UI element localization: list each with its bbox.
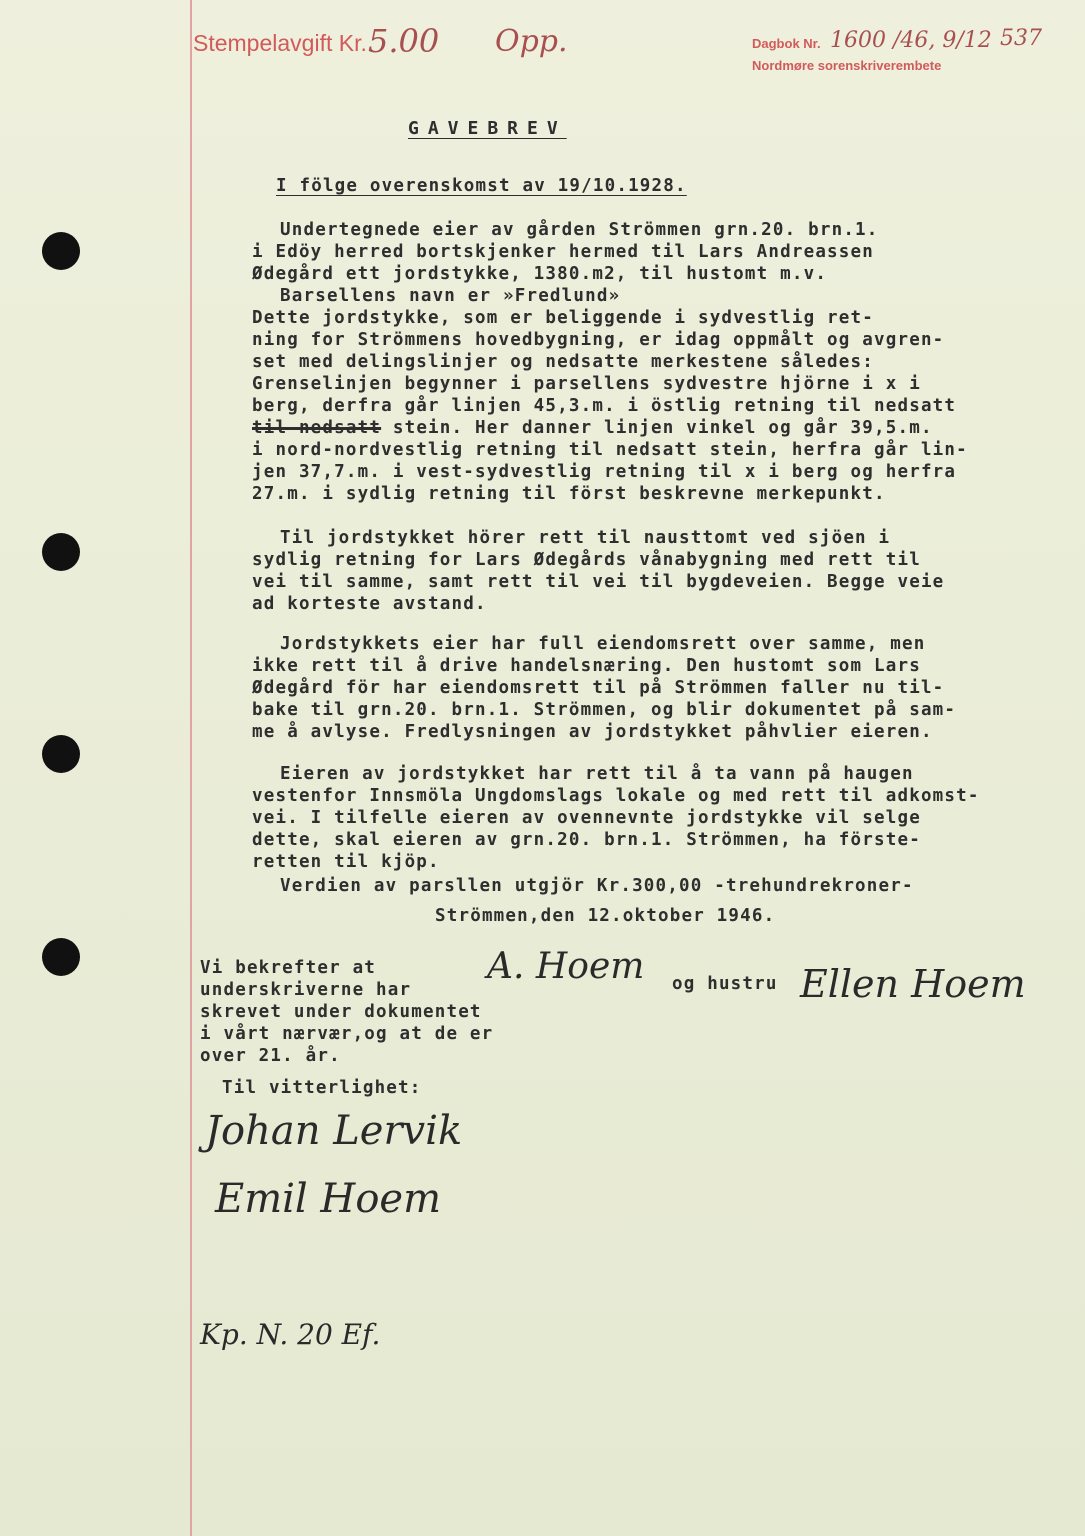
witness-statement-line: skrevet under dokumentet: [200, 1002, 482, 1022]
office-stamp: Nordmøre sorenskriverembete: [752, 58, 942, 73]
text-line: retten til kjöp.: [252, 852, 440, 872]
text-line: Undertegnede eier av gården Strömmen grn.20. brn.1.: [280, 220, 879, 240]
text-line: berg, derfra går linjen 45,3.m. i östlig retning til nedsatt: [252, 396, 957, 416]
dagbok-label: Dagbok Nr.: [752, 36, 821, 51]
witness-statement-line: over 21. år.: [200, 1046, 341, 1066]
wife-signature: Ellen Hoem: [800, 962, 1026, 1006]
text-line: Til jordstykket hörer rett til nausttomt ved sjöen i: [280, 528, 891, 548]
owner-signature: A. Hoem: [487, 946, 645, 987]
text-line: dette, skal eieren av grn.20. brn.1. Strömmen, ha förste-: [252, 830, 921, 850]
struck-text: til nedsatt: [252, 418, 382, 438]
punch-hole: [42, 735, 80, 773]
witness-heading: Til vitterlighet:: [222, 1078, 422, 1098]
signature-connector: og hustru: [672, 974, 778, 994]
text-line: bake til grn.20. brn.1. Strömmen, og blir dokumentet på sam-: [252, 700, 957, 720]
text-line: Eieren av jordstykket har rett til å ta vann på haugen: [280, 764, 914, 784]
text-line-rest: stein. Her danner linjen vinkel og går 39,5.m.: [381, 418, 933, 438]
witness-signature: Emil Hoem: [215, 1176, 441, 1222]
text-line: 27.m. i sydlig retning til först beskrevne merkepunkt.: [252, 484, 886, 504]
text-line: ad korteste avstand.: [252, 594, 487, 614]
punch-hole: [42, 533, 80, 571]
text-line: jen 37,7.m. i vest-sydvestlig retning til x i berg og herfra: [252, 462, 957, 482]
text-line-with-strikeout: [252, 418, 933, 438]
red-margin-line: [190, 0, 192, 1536]
text-line: i Edöy herred bortskjenker hermed til Lars Andreassen: [252, 242, 875, 262]
stamp-fee-amount: 5.00: [368, 22, 440, 60]
punch-hole: [42, 232, 80, 270]
value-line: Verdien av parsllen utgjör Kr.300,00 -trehundrekroner-: [280, 876, 914, 896]
text-line: ikke rett til å drive handelsnæring. Den hustomt som Lars: [252, 656, 921, 676]
place-date: Strömmen,den 12.oktober 1946.: [435, 906, 776, 926]
text-line: vestenfor Innsmöla Ungdomslags lokale og med rett til adkomst-: [252, 786, 980, 806]
witness-statement-line: Vi bekrefter at: [200, 958, 377, 978]
text-line: set med delingslinjer og nedsatte merkestene således:: [252, 352, 875, 372]
stamp-fee-label: Stempelavgift Kr.: [193, 30, 367, 56]
text-line: Dette jordstykke, som er beliggende i sydvestlig ret-: [252, 308, 875, 328]
document-title: GAVEBREV: [408, 118, 567, 139]
document-subtitle: I fölge overenskomst av 19/10.1928.: [276, 176, 687, 196]
text-line: Ødegård ett jordstykke, 1380.m2, til hustomt m.v.: [252, 264, 828, 284]
text-line: vei til samme, samt rett til vei til bygdeveien. Begge veie: [252, 572, 945, 592]
text-line: sydlig retning for Lars Ødegårds vånabygning med rett til: [252, 550, 921, 570]
footer-handwritten-note: Kp. N. 20 Ef.: [200, 1318, 381, 1351]
text-line: Ødegård för har eiendomsrett til på Strömmen faller nu til-: [252, 678, 945, 698]
text-line: Jordstykkets eier har full eiendomsrett over samme, men: [280, 634, 926, 654]
text-line: ning for Strömmens hovedbygning, er idag oppmålt og avgren-: [252, 330, 945, 350]
text-line: me å avlyse. Fredlysningen av jordstykket påhvlier eieren.: [252, 722, 933, 742]
text-line: i nord-nordvestlig retning til nedsatt stein, herfra går lin-: [252, 440, 968, 460]
text-line: vei. I tilfelle eieren av ovennevnte jordstykke vil selge: [252, 808, 921, 828]
text-line: Barsellens navn er »Fredlund»: [280, 286, 621, 306]
punch-hole: [42, 938, 80, 976]
dagbok-number: 1600 /46, 9/12: [830, 28, 992, 53]
witness-statement-line: i vårt nærvær,og at de er: [200, 1024, 494, 1044]
page-number: 537: [1000, 26, 1042, 51]
text-line: Grenselinjen begynner i parsellens sydvestre hjörne i x i: [252, 374, 921, 394]
witness-statement-line: underskriverne har: [200, 980, 412, 1000]
witness-signature: Johan Lervik: [205, 1108, 463, 1154]
stamp-handwritten-note: Opp.: [495, 24, 568, 59]
